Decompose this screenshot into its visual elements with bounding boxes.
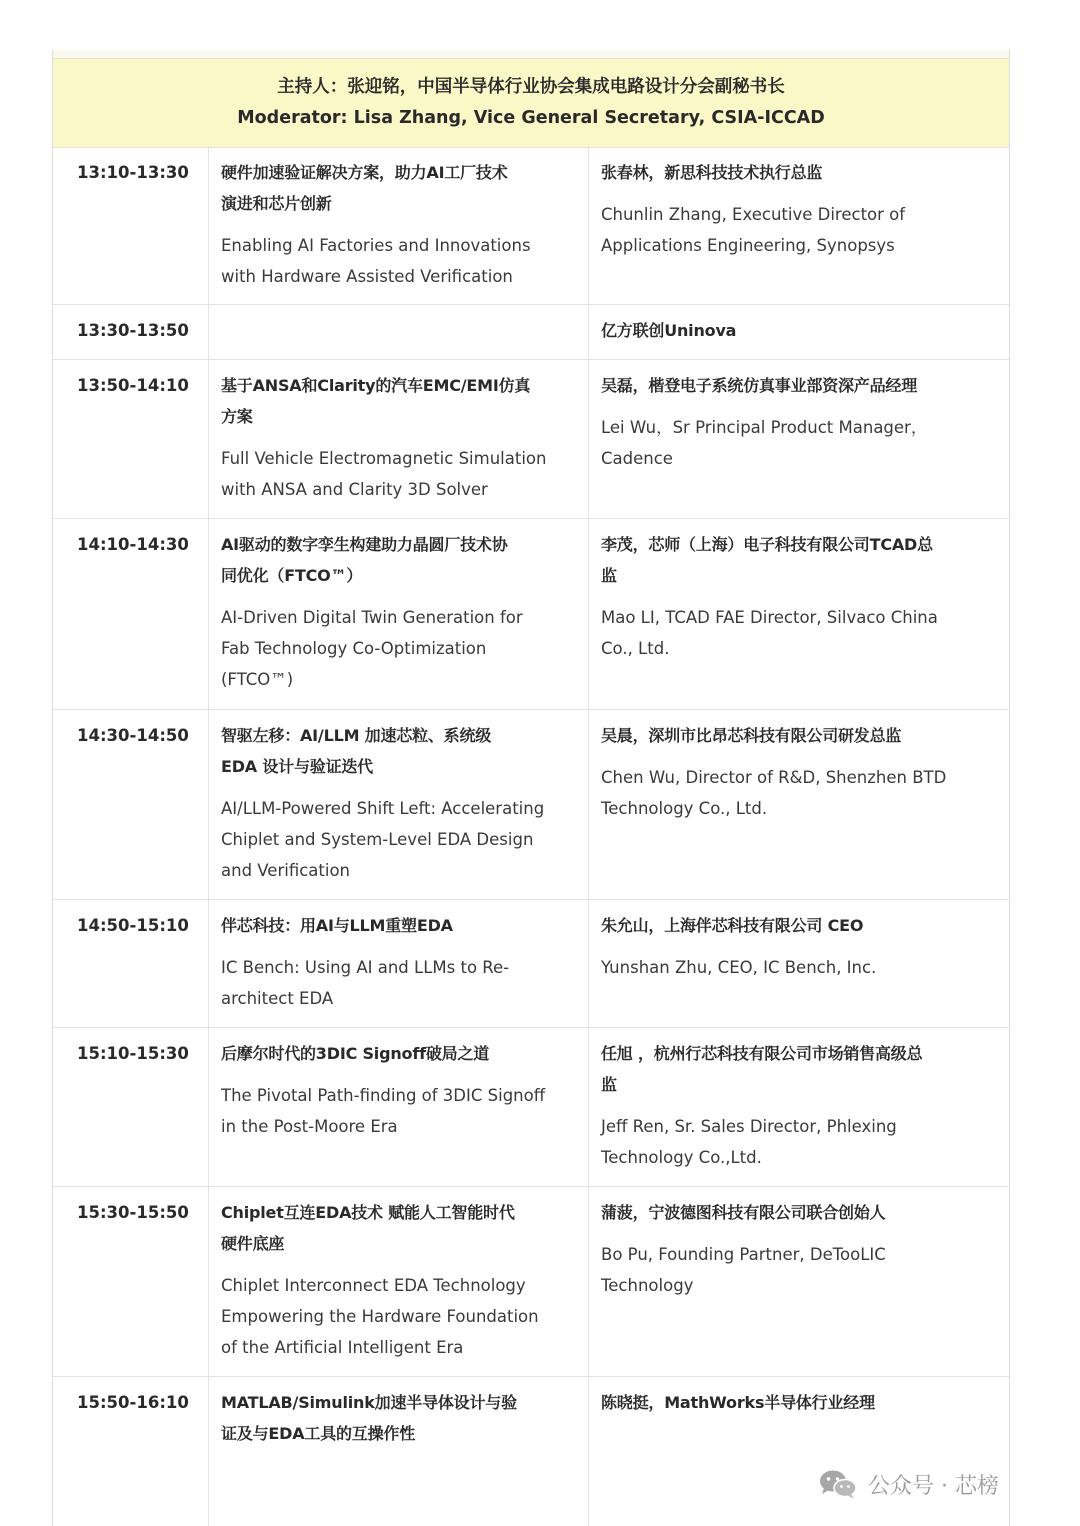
row-time: 14:10-14:30 [53,518,209,709]
row-time: 15:50-16:10 [53,1376,209,1526]
row-topic [209,304,589,359]
topic-en: The Pivotal Path-finding of 3DIC Signoff in the Post-Moore Era [221,1086,546,1136]
table-row [53,359,1009,519]
topic-cn: 硬件加速验证解决方案，助力AI工厂技术 演进和芯片创新 [221,163,508,213]
row-speaker [589,709,1009,899]
row-topic [209,1186,589,1376]
row-topic [209,899,589,1027]
row-speaker [589,359,1009,518]
speaker-en: Mao LI, TCAD FAE Director, Silvaco China Co., Ltd. [601,608,938,658]
topic-cn: 基于ANSA和Clarity的汽车EMC/EMI仿真 方案 [221,376,531,426]
table-row [53,1027,1009,1187]
topic-en: Enabling AI Factories and Innovations with Hardware Assisted Verification [221,236,531,286]
row-speaker [589,518,1009,709]
speaker-cn: 吴磊，楷登电子系统仿真事业部资深产品经理 [601,376,918,395]
topic-en: AI-Driven Digital Twin Generation for Fab Technology Co-Optimization (FTCO™) [221,608,523,689]
agenda-table [52,50,1010,1526]
speaker-en: Chen Wu, Director of R&D, Shenzhen BTD Technology Co., Ltd. [601,768,947,818]
topic-cn: 智驱左移：AI/LLM 加速芯粒、系统级 EDA 设计与验证迭代 [221,726,492,776]
speaker-cn: 蒲菠，宁波德图科技有限公司联合创始人 [601,1203,886,1222]
topic-cn: Chiplet互连EDA技术 赋能人工智能时代 硬件底座 [221,1203,515,1253]
watermark [818,1464,999,1504]
row-time: 15:10-15:30 [53,1027,209,1186]
topic-cn: 伴芯科技：用AI与LLM重塑EDA [221,916,453,935]
row-speaker [589,146,1009,304]
speaker-cn: 任旭 ，杭州行芯科技有限公司市场销售高级总 监 [601,1044,923,1094]
speaker-en: Yunshan Zhu, CEO, IC Bench, Inc. [601,958,877,977]
speaker-cn: 张春林，新思科技技术执行总监 [601,163,823,182]
table-row [53,304,1009,360]
topic-en: Full Vehicle Electromagnetic Simulation with ANSA and Clarity 3D Solver [221,449,547,499]
table-row [53,899,1009,1028]
row-topic [209,1027,589,1186]
moderator-en: Moderator: Lisa Zhang, Vice General Secretary, CSIA-ICCAD [237,108,825,128]
moderator-banner [53,58,1009,148]
wechat-icon [818,1468,858,1500]
row-speaker [589,304,1009,359]
speaker-cn: 亿方联创Uninova [601,321,737,340]
table-row [53,1186,1009,1377]
row-speaker [589,1027,1009,1186]
row-topic [209,518,589,709]
speaker-cn: 朱允山，上海伴芯科技有限公司 CEO [601,916,864,935]
speaker-cn: 陈晓挺，MathWorks半导体行业经理 [601,1393,875,1412]
topic-en: Chiplet Interconnect EDA Technology Empowering the Hardware Foundation of the Artificial Intelligent Era [221,1276,539,1357]
speaker-en: Bo Pu, Founding Partner, DeTooLIC Technology [601,1245,886,1295]
speaker-cn: 吴晨，深圳市比昂芯科技有限公司研发总监 [601,726,902,745]
topic-cn: AI驱动的数字孪生构建助力晶圆厂技术协 同优化（FTCO™） [221,535,508,585]
row-time: 13:30-13:50 [53,304,209,359]
table-row [53,146,1009,305]
row-time: 14:30-14:50 [53,709,209,899]
row-time: 15:30-15:50 [53,1186,209,1376]
row-topic [209,359,589,518]
speaker-cn: 李茂，芯师（上海）电子科技有限公司TCAD总 监 [601,535,933,585]
row-topic [209,1376,589,1526]
row-speaker [589,1186,1009,1376]
speaker-en: Chunlin Zhang, Executive Director of Applications Engineering, Synopsys [601,205,906,255]
speaker-en: Jeff Ren, Sr. Sales Director, Phlexing Technology Co.,Ltd. [601,1117,897,1167]
topic-cn: 后摩尔时代的3DIC Signoff破局之道 [221,1044,490,1063]
row-topic [209,146,589,304]
topic-cn: MATLAB/Simulink加速半导体设计与验 证及与EDA工具的互操作性 [221,1393,517,1443]
moderator-cn: 主持人：张迎铭，中国半导体行业协会集成电路设计分会副秘书长 [277,77,785,97]
watermark-text: 公众号 · 芯榜 [868,1473,999,1499]
row-speaker [589,899,1009,1027]
table-row [53,518,1009,710]
row-time: 13:10-13:30 [53,146,209,304]
row-topic [209,709,589,899]
topic-en: IC Bench: Using AI and LLMs to Re- architect EDA [221,958,510,1008]
table-row [53,709,1009,900]
row-time: 13:50-14:10 [53,359,209,518]
topic-en: AI/LLM-Powered Shift Left: Accelerating Chiplet and System-Level EDA Design and Verification [221,799,545,880]
speaker-en: Lei Wu，Sr Principal Product Manager， Cadence [601,418,928,468]
row-time: 14:50-15:10 [53,899,209,1027]
